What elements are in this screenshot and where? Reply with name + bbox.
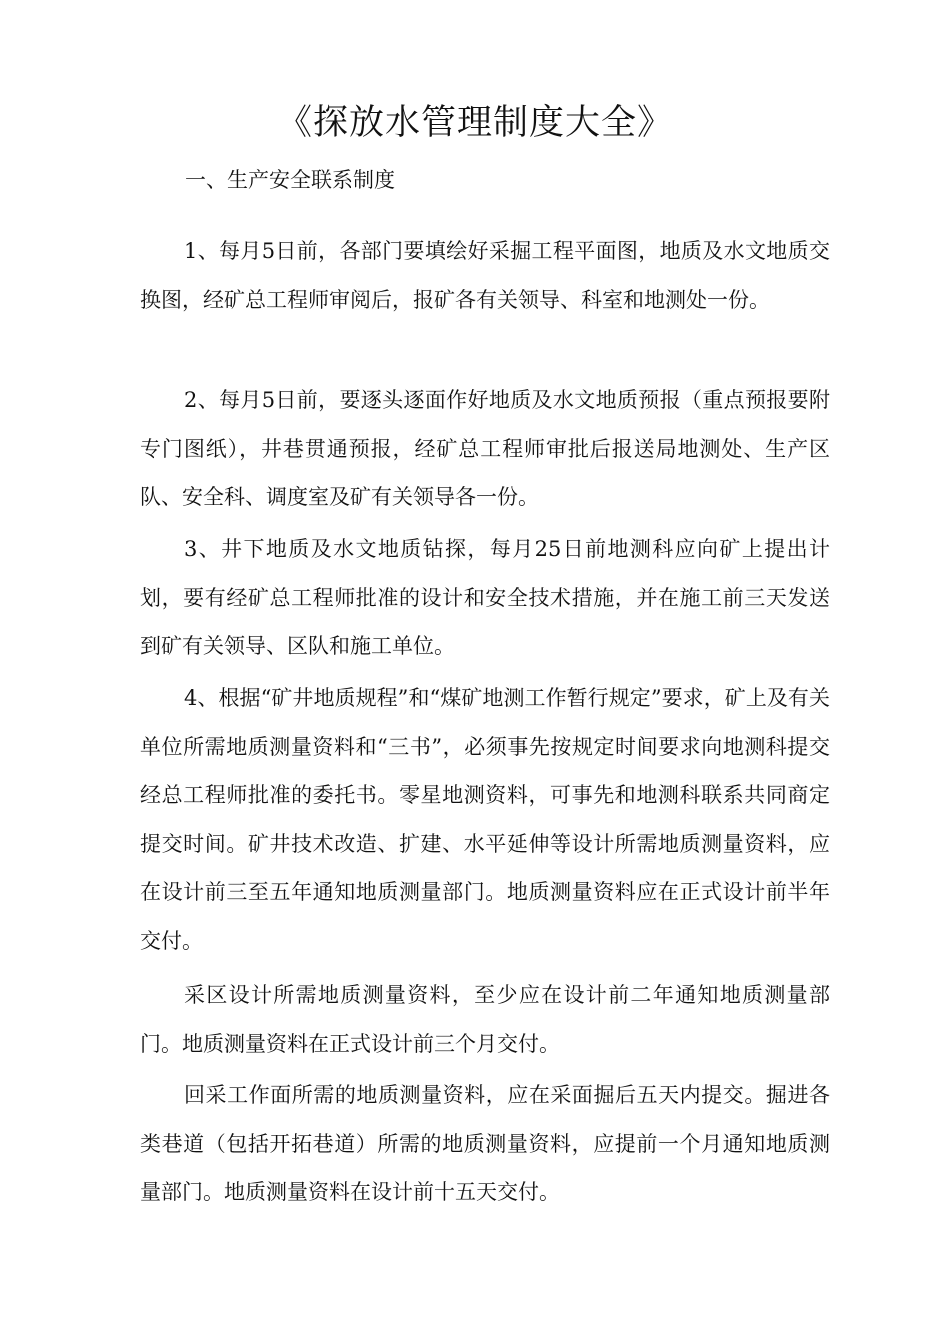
section-heading: 一、生产安全联系制度 bbox=[185, 168, 395, 192]
paragraph-3: 3、井下地质及水文地质钻探，每月25日前地测科应向矿上提出计划，要有经矿总工程师批准的设计和安全技术措施，并在施工前三天发送到矿有关领导、区队和施工单位。 bbox=[140, 537, 830, 658]
paragraph-1: 1、每月5日前，各部门要填绘好采掘工程平面图，地质及水文地质交换图，经矿总工程师审阅后，报矿各有关领导、科室和地测处一份。 bbox=[140, 239, 830, 312]
paragraph-5: 采区设计所需地质测量资料，至少应在设计前二年通知地质测量部门。地质测量资料在正式设计前三个月交付。 bbox=[140, 983, 830, 1056]
paragraph-6: 回采工作面所需的地质测量资料，应在采面掘后五天内提交。掘进各类巷道（包括开拓巷道）所需的地质测量资料，应提前一个月通知地质测量部门。地质测量资料在设计前十五天交付。 bbox=[140, 1083, 830, 1204]
document-title: 《探放水管理制度大全》 bbox=[276, 103, 673, 143]
paragraph-4: 4、根据“矿井地质规程”和“煤矿地测工作暂行规定”要求，矿上及有关单位所需地质测量资料和“三书”，必须事先按规定时间要求向地测科提交经总工程师批准的委托书。零星地测资料，可事先和地测科联系共同商定提交时间。矿井技术改造、扩建、水平延伸等设计所需地质测量资料，应在设计前三至五年通知地质测量部门。地质测量资料应在正式设计前半年交付。 bbox=[140, 686, 830, 953]
paragraph-2: 2、每月5日前，要逐头逐面作好地质及水文地质预报（重点预报要附专门图纸），井巷贯通预报，经矿总工程师审批后报送局地测处、生产区队、安全科、调度室及矿有关领导各一份。 bbox=[140, 388, 830, 509]
